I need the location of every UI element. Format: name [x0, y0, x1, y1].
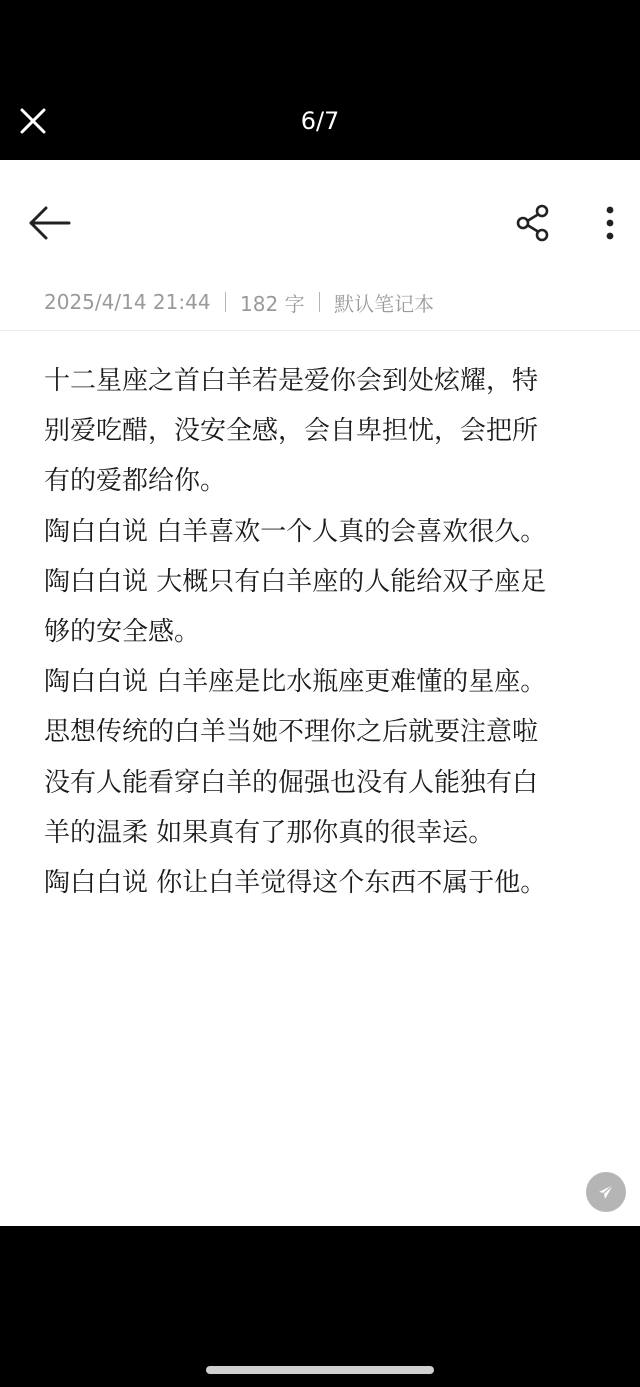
- meta-divider: [319, 292, 321, 312]
- note-line: 陶白白说 你让白羊觉得这个东西不属于他。: [44, 868, 547, 899]
- page-counter: 6/7: [300, 107, 340, 135]
- more-vertical-icon: [604, 205, 616, 241]
- floating-action-button[interactable]: [586, 1172, 626, 1212]
- viewer-top-bar: [0, 0, 640, 160]
- share-icon: [513, 203, 553, 243]
- back-button[interactable]: [24, 200, 76, 246]
- note-line: 陶白白说 大概只有白羊座的人能给双子座足: [44, 566, 547, 597]
- note-datetime: 2025/4/14 21:44: [44, 290, 211, 314]
- note-notebook-name[interactable]: 默认笔记本: [334, 291, 435, 316]
- viewer-bottom-bar: [0, 1226, 640, 1387]
- note-line: 够的安全感。: [44, 617, 201, 648]
- note-screenshot: [0, 160, 640, 1226]
- more-options-button[interactable]: [592, 200, 628, 246]
- note-body[interactable]: [44, 356, 616, 908]
- note-line: 别爱吃醋，没安全感，会自卑担忧，会把所: [44, 416, 539, 447]
- note-line: 没有人能看穿白羊的倔强也没有人能独有白: [44, 767, 539, 798]
- send-icon: [596, 1182, 616, 1202]
- home-indicator[interactable]: [206, 1366, 434, 1374]
- note-word-count: 182 字: [240, 291, 305, 316]
- meta-divider: [225, 292, 227, 312]
- note-line: 陶白白说 白羊座是比水瓶座更难懂的星座。: [44, 667, 547, 698]
- note-line: 羊的温柔 如果真有了那你真的很幸运。: [44, 817, 495, 848]
- note-meta: [44, 286, 434, 318]
- note-line: 思想传统的白羊当她不理你之后就要注意啦: [44, 717, 539, 748]
- share-button[interactable]: [510, 200, 556, 246]
- note-line: 十二星座之首白羊若是爱你会到处炫耀，特: [44, 366, 539, 396]
- arrow-left-icon: [28, 206, 72, 240]
- note-line: 有的爱都给你。: [44, 466, 227, 497]
- header-divider: [0, 330, 640, 331]
- note-line: 陶白白说 白羊喜欢一个人真的会喜欢很久。: [44, 516, 547, 547]
